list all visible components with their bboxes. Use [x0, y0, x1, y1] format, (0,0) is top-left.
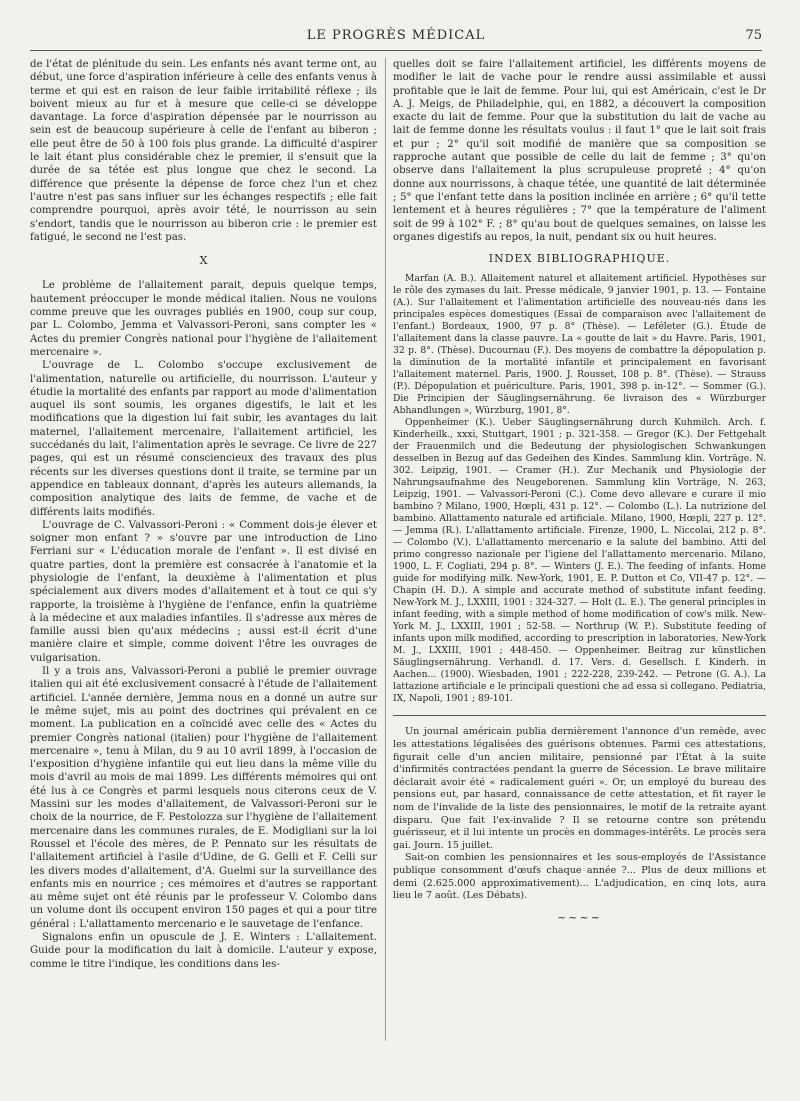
paragraph: Il y a trois ans, Valvassori-Peroni a publié le premier ouvrage italien qui ait été exclusivement consacré à l'étude de l'allaitement artificiel. L'année dernière, Jemma nous en a donné un autre sur le même sujet, mis au point des doctrines qui prévalent en ce moment. La publication en a coïncidé avec celle des « Actes du premier Congrès national (italien) pour l'hygiène de l'allaitement mercenaire », tenu à Milan, du 9 au 10 avril 1899, à l'occasion de l'exposition d'hygiène infantile qui eut lieu dans la même ville du mois d'avril au mois de mai 1899. Les différents mémoires qui ont été lus à ce Congrès et parmi lesquels nous citerons ceux de V. Massini sur les modes d'allaitement, de Valvassori-Peroni sur le choix de la nourrice, de F. Pestolozza sur l'hygiène de l'allaitement mercenaire dans les communes rurales, de E. Modigliani sur la loi Roussel et l'école des mères, de P. Pennato sur les résultats de l'allaitement artificiel à l'asile d'Udine, de G. Gelli et F. Celli sur les divers modes d'allaitement, d'A. Guelmi sur la surveillance des enfants mis en nourrice ; ces mémoires et d'autres se rapportant au même sujet ont été réunis par le professeur V. Colombo dans un volume dont ils occupent environ 150 pages et qui a pour titre général : L'allattamento mercenario e le sauvetage de l'enfance. — [30, 666, 377, 930]
section-rule — [393, 715, 766, 716]
bibliography-entry: Oppenheimer (K.). Ueber Säuglingsernährung durch Kuhmilch. Arch. f. Kinderheilk., xxxi, Stuttgart, 1901 ; p. 321-358. — Gregor (K.). Der Fettgehalt der Frauenmilch und die Bedeutung der physiologischen Schwankungen desselben in Bezug auf das Gedeihen des Kindes. Sammlung klin. Vorträge. N. 302. Leipzig, 1901. — Cramer (H.). Zur Mechanik und Physiologie der Nahrungsaufnahme des Neugeborenen. Sammlung klin Vorträge, N. 263, Leipzig, 1901. — Valvassori-Peroni (C.). Come devo allevare e curare il mio bambino ? Milano, 1900, Hœpli, 431 p. 12°. — Colombo (L.). La nutrizione del bambino. Allattamento naturale ed artificiale. Milano, 1900, Hœpli, 227 p. 12°. — Jemma (R.). L'allattamento artificiale. Firenze, 1900, L. Niccolai, 212 p. 8°. — Colombo (V.). L'allattamento mercenario e la salute del bambino. Atti del primo congresso nazionale per l'igiene del l'allattamento mercenario. Milano, 1900, L. F. Cogliati, 294 p. 8°. — Winters (J. E.). The feeding of infants. Home guide for modifying milk. New-York, 1901, E. P. Dutton et Co, VII-47 p. 12°. — Chapin (H. D.). A simple and accurate method of substitute infant feeding. New-York M. J., LXXIII, 1901 : 324-327. — Holt (L. E.). The general principles in infant feeding, with a simple method of home modification of cow's milk. New-York M. J., LXXIII, 1901 ; 52-58. — Northrup (W. P.). Substitute feeding of infants upon milk modified, according to prescription in laboratories. New-York M. J., LXXIII, 1901 ; 448-450. — Oppenheimer. Beitrag zur künstlichen Säuglingsernährung. Verhandl. d. 17. Vers. d. Gesellsch. f. Kinderh. in Aachen... (1900). Wiesbaden, 1901 ; 222-228, 239-242. — Petrone (G. A.). La lattazione artificiale e le principali questioni che ad essa si collegano. Pediatria, IX, Napoli, 1901 ; 89-101. — [393, 417, 766, 705]
header-rule — [30, 50, 762, 51]
news-item: Sait-on combien les pensionnaires et les sous-employés de l'Assistance publique consomment d'œufs chaque année ?... Plus de deux millions et demi (2.625.000 approximativement)... L'adjudication, en cinq lots, aura lieu le 7 août. (Les Débats). — [393, 852, 766, 902]
left-column — [30, 58, 377, 971]
bibliography-entry: Marfan (A. B.). Allaitement naturel et allaitement artificiel. Hypothèses sur le rôle des zymases du lait. Presse médicale, 9 janvier 1901, p. 13. — Fontaine (A.). Sur l'allaitement et l'alimentation artificielle des nouveau-nés dans les principales espèces domestiques (Essai de comparaison avec l'allaitement de l'enfant.) Bordeaux, 1900, 97 p. 8° (Thèse). — Leféleter (G.). Étude de l'allaitement dans la classe pauvre. La « goutte de lait » du Havre. Paris, 1901, 32 p. 8°. (Thèse). Ducournau (F.). Des moyens de combattre la dépopulation p. la diminution de la mortalité infantile et principalement en favorisant l'allaitement maternel. Paris, 1900. J. Rousset, 108 p. 8°. (Thèse). — Strauss (P.). Dépopulation et puériculture. Paris, 1901, 398 p. in-12°. — Sommer (G.). Die Principien der Säuglingsernährung. 6e livraison des « Würzburger Abhandlungen », Würzburg, 1901, 8°. — [393, 273, 766, 417]
paragraph: L'ouvrage de C. Valvassori-Peroni : « Comment dois-je élever et soigner mon enfant ? » s'ouvre par une introduction de Lino Ferriani sur « L'éducation morale de l'enfant ». Il est divisé en quatre parties, dont la première est consacrée à l'anatomie et la physiologie de l'enfant, la deuxième à l'alimentation et plus spécialement aux divers modes d'allaitement et à tout ce qui s'y rapporte, la troisième à l'hygiène de l'enfance, enfin la quatrième à la médecine et aux maladies infantiles. Il s'adresse aux mères de famille aussi bien qu'aux médecins ; aussi est-il écrit d'une manière claire et simple, comme doivent l'être les ouvrages de vulgarisation. — [30, 519, 377, 664]
paragraph: quelles doit se faire l'allaitement artificiel, les différents moyens de modifier le lait de vache pour le rendre aussi assimilable et aussi profitable que le lait de femme. Pour lui, qui est Américain, c'est le Dr A. J. Meigs, de Philadelphie, qui, en 1882, a découvert la composition exacte du lait de femme. Pour que la substitution du lait de vache au lait de femme donne les résultats voulus : il faut 1° que le lait soit frais et pur ; 2° qu'il soit modifié de manière que sa composition se rapproche autant que possible de celle du lait de femme ; 3° qu'on observe dans l'allaitement la plus scrupuleuse propreté ; 4° qu'on donne aux nourrissons, à chaque tétée, une quantité de lait déterminée ; 5° que l'enfant tette dans la position inclinée en arrière ; 6° qu'il tette lentement et à heures régulières ; 7° que la température de l'aliment soit de 99 à 102° F. ; 8° qu'au bout de quelques semaines, on laisse les organes digestifs au repos, la nuit, pendant six ou huit heures. — [393, 59, 766, 243]
paragraph: de l'état de plénitude du sein. Les enfants nés avant terme ont, au début, une force d'aspiration inférieure à celle des enfants venus à terme et qui est en raison de leur faible irritabilité réflexe ; ils boivent mieux au fur et à mesure que celle-ci se développe davantage. La force d'aspiration dépensée par le nourrisson au sein est de beaucoup supérieure à celle de l'enfant au biberon ; elle peut être de 50 à 100 fois plus grande. La difficulté d'aspirer le lait étant plus considérable chez le premier, il s'ensuit que la durée de sa tétée est plus longue que chez le second. La différence que présente la dépense de force chez l'un et chez l'autre n'est pas sans influer sur les échanges respectifs ; elle fait comprendre pourquoi, après avoir tété, le nourrisson au sein s'endort, tandis que le nourrisson au biberon crie : le premier est fatigué, le second ne l'est pas. — [30, 59, 377, 243]
paragraph: L'ouvrage de L. Colombo s'occupe exclusivement de l'alimentation, naturelle ou artificielle, du nourrisson. L'auteur y étudie la mortalité des enfants par rapport au mode d'alimentation auquel ils sont soumis, les organes digestifs, le lait et les modifications que la digestion lui fait subir, les avantages du lait maternel, l'allaitement mercenaire, l'allaitement artificiel, les succédanés du lait, l'alimentation après le sevrage. Ce livre de 227 pages, qui est un résumé consciencieux des travaux des plus récents sur les diverses questions dont il traite, se termine par un appendice en tableaux donnant, d'après les auteurs allemands, la composition analytique des laits de femme, de vache et de différents laits modifiés. — [30, 360, 377, 518]
paragraph: Le problème de l'allaitement parait, depuis quelque temps, hautement préoccuper le monde médical italien. Nous ne voulons comme preuve que les ouvrages publiés en 1900, coup sur coup, par L. Colombo, Jemma et Valvassori-Peroni, sans compter les « Actes du premier Congrès national pour l'hygiène de l'allaitement mercenaire ». — [30, 280, 377, 358]
page-number: 75 — [745, 28, 762, 43]
paragraph: Signalons enfin un opuscule de J. E. Winters : L'allaitement. Guide pour la modification du lait à domicile. L'auteur y expose, comme le titre l'indique, les conditions dans les- — [30, 932, 377, 970]
column-divider — [385, 58, 386, 1041]
section-number: X — [199, 254, 208, 268]
right-column — [393, 58, 766, 924]
running-title: LE PROGRÈS MÉDICAL — [306, 28, 486, 43]
news-item: Un journal américain publia dernièrement l'annonce d'un remède, avec les attestations légalisées des guérisons obtenues. Parmi ces attestations, figurait celle d'un ancien militaire, pensionné par l'État à la suite d'infirmités contractées pendant la guerre de Sécession. Le brave militaire déclarait avoir été « radicalement guéri ». Or, un employé du bureau des pensions eut, par hasard, connaissance de cette attestation, et fit rayer le nom de l'invalide de la liste des pensionnaires, le motif de la retraite ayant disparu. Que fait l'ex-invalide ? Il se retourne contre son prétendu guérisseur, et il lui intente un procès en dommages-intérêts. Le procès sera gai. Journ. 15 juillet. — [393, 726, 766, 851]
end-ornament: ~~~~ — [557, 910, 602, 924]
index-heading: INDEX BIBLIOGRAPHIQUE. — [488, 252, 671, 266]
page-header — [30, 28, 762, 48]
